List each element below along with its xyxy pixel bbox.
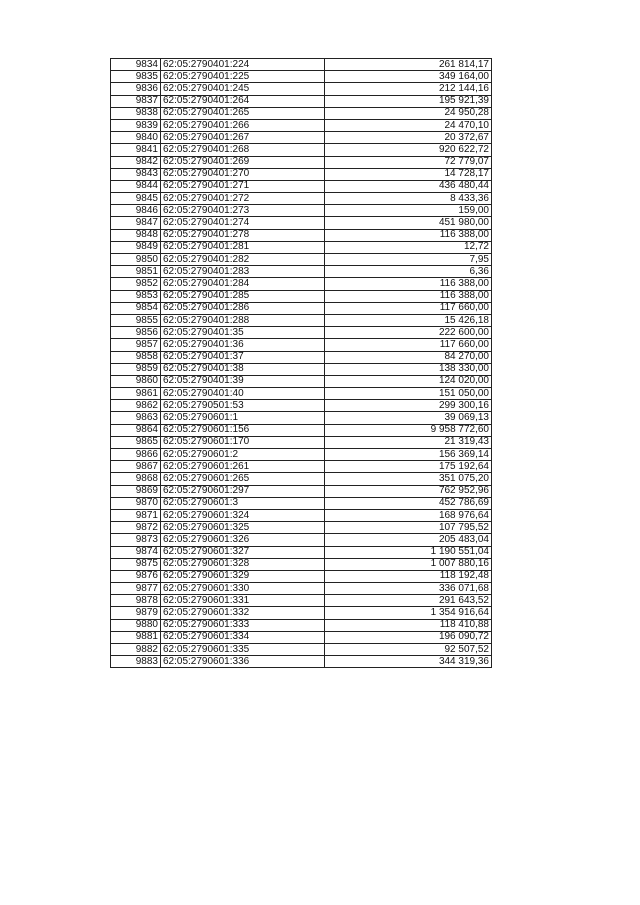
cadastral-number-cell: 62:05:2790401:270: [161, 168, 325, 180]
table-row: [111, 132, 492, 144]
cadastral-number-cell: 62:05:2790401:265: [161, 107, 325, 119]
cadastral-value-cell: 299 300,16: [325, 400, 492, 412]
row-number-cell: 9836: [111, 83, 161, 95]
row-number-cell: 9877: [111, 583, 161, 595]
table-row: [111, 290, 492, 302]
cadastral-number-cell: 62:05:2790401:284: [161, 278, 325, 290]
cadastral-number-cell: 62:05:2790401:272: [161, 193, 325, 205]
row-number-cell: 9870: [111, 497, 161, 509]
cadastral-number-cell: 62:05:2790501:53: [161, 400, 325, 412]
cadastral-number-cell: 62:05:2790601:325: [161, 522, 325, 534]
cadastral-value-cell: 1 354 916,64: [325, 607, 492, 619]
row-number-cell: 9842: [111, 156, 161, 168]
table-row: [111, 168, 492, 180]
row-number-cell: 9851: [111, 266, 161, 278]
table-row: [111, 534, 492, 546]
cadastral-value-cell: 118 410,88: [325, 619, 492, 631]
table-row: [111, 351, 492, 363]
cadastral-value-cell: 14 728,17: [325, 168, 492, 180]
table-row: [111, 388, 492, 400]
row-number-cell: 9866: [111, 449, 161, 461]
table-row: [111, 205, 492, 217]
cadastral-value-cell: 118 192,48: [325, 570, 492, 582]
cadastral-value-cell: 196 090,72: [325, 631, 492, 643]
cadastral-number-cell: 62:05:2790601:334: [161, 631, 325, 643]
cadastral-number-cell: 62:05:2790401:282: [161, 254, 325, 266]
cadastral-value-cell: 84 270,00: [325, 351, 492, 363]
cadastral-value-cell: 9 958 772,60: [325, 424, 492, 436]
cadastral-number-cell: 62:05:2790401:269: [161, 156, 325, 168]
row-number-cell: 9853: [111, 290, 161, 302]
table-row: [111, 595, 492, 607]
cadastral-number-cell: 62:05:2790401:38: [161, 363, 325, 375]
table-row: [111, 156, 492, 168]
row-number-cell: 9861: [111, 388, 161, 400]
cadastral-number-cell: 62:05:2790601:329: [161, 570, 325, 582]
cadastral-value-cell: 117 660,00: [325, 302, 492, 314]
row-number-cell: 9841: [111, 144, 161, 156]
row-number-cell: 9879: [111, 607, 161, 619]
row-number-cell: 9868: [111, 473, 161, 485]
table-row: [111, 619, 492, 631]
table-row: [111, 363, 492, 375]
cadastral-number-cell: 62:05:2790401:224: [161, 59, 325, 71]
row-number-cell: 9834: [111, 59, 161, 71]
table-row: [111, 107, 492, 119]
row-number-cell: 9871: [111, 509, 161, 521]
row-number-cell: 9849: [111, 241, 161, 253]
table-row: [111, 144, 492, 156]
cadastral-value-cell: 20 372,67: [325, 132, 492, 144]
cadastral-value-cell: 24 470,10: [325, 119, 492, 131]
cadastral-number-cell: 62:05:2790401:35: [161, 327, 325, 339]
cadastral-value-cell: 138 330,00: [325, 363, 492, 375]
table-row: [111, 570, 492, 582]
cadastral-value-cell: 452 786,69: [325, 497, 492, 509]
cadastral-value-cell: 261 814,17: [325, 59, 492, 71]
table-body: [111, 59, 492, 668]
cadastral-value-cell: 222 600,00: [325, 327, 492, 339]
cadastral-value-cell: 7,95: [325, 254, 492, 266]
table-row: [111, 449, 492, 461]
row-number-cell: 9883: [111, 656, 161, 668]
cadastral-number-cell: 62:05:2790401:286: [161, 302, 325, 314]
row-number-cell: 9878: [111, 595, 161, 607]
table-row: [111, 631, 492, 643]
table-row: [111, 254, 492, 266]
row-number-cell: 9848: [111, 229, 161, 241]
row-number-cell: 9844: [111, 180, 161, 192]
cadastral-value-cell: 8 433,36: [325, 193, 492, 205]
table-row: [111, 180, 492, 192]
cadastral-value-cell: 72 779,07: [325, 156, 492, 168]
cadastral-number-cell: 62:05:2790401:271: [161, 180, 325, 192]
row-number-cell: 9855: [111, 314, 161, 326]
cadastral-value-cell: 39 069,13: [325, 412, 492, 424]
cadastral-number-cell: 62:05:2790601:297: [161, 485, 325, 497]
cadastral-number-cell: 62:05:2790601:330: [161, 583, 325, 595]
row-number-cell: 9875: [111, 558, 161, 570]
cadastral-value-cell: 15 426,18: [325, 314, 492, 326]
cadastral-value-cell: 436 480,44: [325, 180, 492, 192]
cadastral-value-cell: 920 622,72: [325, 144, 492, 156]
table-row: [111, 266, 492, 278]
row-number-cell: 9862: [111, 400, 161, 412]
table-row: [111, 95, 492, 107]
row-number-cell: 9874: [111, 546, 161, 558]
cadastral-value-cell: 117 660,00: [325, 339, 492, 351]
cadastral-number-cell: 62:05:2790401:40: [161, 388, 325, 400]
table-row: [111, 217, 492, 229]
table-row: [111, 193, 492, 205]
cadastral-number-cell: 62:05:2790401:283: [161, 266, 325, 278]
row-number-cell: 9843: [111, 168, 161, 180]
cadastral-number-cell: 62:05:2790401:225: [161, 71, 325, 83]
table-row: [111, 302, 492, 314]
cadastral-number-cell: 62:05:2790601:326: [161, 534, 325, 546]
cadastral-number-cell: 62:05:2790601:328: [161, 558, 325, 570]
cadastral-number-cell: 62:05:2790601:331: [161, 595, 325, 607]
table-row: [111, 400, 492, 412]
cadastral-value-cell: 349 164,00: [325, 71, 492, 83]
cadastral-number-cell: 62:05:2790401:285: [161, 290, 325, 302]
row-number-cell: 9867: [111, 461, 161, 473]
table-row: [111, 424, 492, 436]
table-row: [111, 485, 492, 497]
row-number-cell: 9835: [111, 71, 161, 83]
cadastral-value-cell: 156 369,14: [325, 449, 492, 461]
cadastral-number-cell: 62:05:2790601:327: [161, 546, 325, 558]
row-number-cell: 9854: [111, 302, 161, 314]
table-row: [111, 583, 492, 595]
cadastral-value-cell: 21 319,43: [325, 436, 492, 448]
cadastral-value-cell: 124 020,00: [325, 375, 492, 387]
cadastral-number-cell: 62:05:2790601:3: [161, 497, 325, 509]
cadastral-number-cell: 62:05:2790401:278: [161, 229, 325, 241]
row-number-cell: 9869: [111, 485, 161, 497]
cadastral-value-table: [110, 58, 492, 668]
row-number-cell: 9859: [111, 363, 161, 375]
table-row: [111, 412, 492, 424]
table-row: [111, 436, 492, 448]
table-row: [111, 461, 492, 473]
row-number-cell: 9857: [111, 339, 161, 351]
cadastral-value-cell: 159,00: [325, 205, 492, 217]
table-row: [111, 497, 492, 509]
table-row: [111, 83, 492, 95]
cadastral-value-cell: 195 921,39: [325, 95, 492, 107]
cadastral-number-cell: 62:05:2790401:266: [161, 119, 325, 131]
row-number-cell: 9837: [111, 95, 161, 107]
cadastral-number-cell: 62:05:2790401:273: [161, 205, 325, 217]
cadastral-number-cell: 62:05:2790601:265: [161, 473, 325, 485]
table-row: [111, 558, 492, 570]
table-row: [111, 119, 492, 131]
table-row: [111, 241, 492, 253]
cadastral-number-cell: 62:05:2790401:245: [161, 83, 325, 95]
cadastral-number-cell: 62:05:2790401:39: [161, 375, 325, 387]
table-row: [111, 278, 492, 290]
cadastral-number-cell: 62:05:2790401:288: [161, 314, 325, 326]
cadastral-value-cell: 291 643,52: [325, 595, 492, 607]
row-number-cell: 9839: [111, 119, 161, 131]
row-number-cell: 9860: [111, 375, 161, 387]
table-row: [111, 546, 492, 558]
cadastral-number-cell: 62:05:2790401:281: [161, 241, 325, 253]
cadastral-number-cell: 62:05:2790401:264: [161, 95, 325, 107]
row-number-cell: 9852: [111, 278, 161, 290]
row-number-cell: 9882: [111, 644, 161, 656]
table-row: [111, 327, 492, 339]
cadastral-value-cell: 6,36: [325, 266, 492, 278]
table-row: [111, 339, 492, 351]
table-row: [111, 229, 492, 241]
table-row: [111, 71, 492, 83]
row-number-cell: 9864: [111, 424, 161, 436]
cadastral-value-cell: 116 388,00: [325, 229, 492, 241]
cadastral-number-cell: 62:05:2790401:37: [161, 351, 325, 363]
cadastral-number-cell: 62:05:2790601:170: [161, 436, 325, 448]
cadastral-value-cell: 451 980,00: [325, 217, 492, 229]
table-row: [111, 473, 492, 485]
row-number-cell: 9880: [111, 619, 161, 631]
cadastral-value-cell: 351 075,20: [325, 473, 492, 485]
row-number-cell: 9838: [111, 107, 161, 119]
cadastral-number-cell: 62:05:2790601:2: [161, 449, 325, 461]
cadastral-number-cell: 62:05:2790401:268: [161, 144, 325, 156]
cadastral-value-cell: 175 192,64: [325, 461, 492, 473]
row-number-cell: 9846: [111, 205, 161, 217]
table-row: [111, 656, 492, 668]
cadastral-value-cell: 336 071,68: [325, 583, 492, 595]
cadastral-value-cell: 116 388,00: [325, 278, 492, 290]
cadastral-value-cell: 762 952,96: [325, 485, 492, 497]
table-row: [111, 375, 492, 387]
cadastral-number-cell: 62:05:2790601:261: [161, 461, 325, 473]
cadastral-value-cell: 168 976,64: [325, 509, 492, 521]
cadastral-number-cell: 62:05:2790601:156: [161, 424, 325, 436]
row-number-cell: 9873: [111, 534, 161, 546]
cadastral-number-cell: 62:05:2790601:332: [161, 607, 325, 619]
cadastral-value-cell: 92 507,52: [325, 644, 492, 656]
row-number-cell: 9865: [111, 436, 161, 448]
cadastral-value-cell: 212 144,16: [325, 83, 492, 95]
cadastral-value-cell: 107 795,52: [325, 522, 492, 534]
row-number-cell: 9840: [111, 132, 161, 144]
cadastral-number-cell: 62:05:2790601:333: [161, 619, 325, 631]
table-row: [111, 644, 492, 656]
table-row: [111, 509, 492, 521]
cadastral-value-cell: 12,72: [325, 241, 492, 253]
row-number-cell: 9863: [111, 412, 161, 424]
cadastral-number-cell: 62:05:2790601:335: [161, 644, 325, 656]
cadastral-number-cell: 62:05:2790401:274: [161, 217, 325, 229]
row-number-cell: 9856: [111, 327, 161, 339]
cadastral-value-cell: 1 190 551,04: [325, 546, 492, 558]
cadastral-value-cell: 344 319,36: [325, 656, 492, 668]
row-number-cell: 9845: [111, 193, 161, 205]
table-row: [111, 522, 492, 534]
cadastral-value-cell: 116 388,00: [325, 290, 492, 302]
table-row: [111, 314, 492, 326]
row-number-cell: 9881: [111, 631, 161, 643]
row-number-cell: 9847: [111, 217, 161, 229]
row-number-cell: 9850: [111, 254, 161, 266]
cadastral-value-cell: 1 007 880,16: [325, 558, 492, 570]
table-row: [111, 607, 492, 619]
table-row: [111, 59, 492, 71]
cadastral-value-cell: 151 050,00: [325, 388, 492, 400]
row-number-cell: 9858: [111, 351, 161, 363]
row-number-cell: 9876: [111, 570, 161, 582]
cadastral-number-cell: 62:05:2790401:36: [161, 339, 325, 351]
cadastral-number-cell: 62:05:2790601:336: [161, 656, 325, 668]
cadastral-number-cell: 62:05:2790601:1: [161, 412, 325, 424]
cadastral-number-cell: 62:05:2790401:267: [161, 132, 325, 144]
cadastral-value-cell: 205 483,04: [325, 534, 492, 546]
row-number-cell: 9872: [111, 522, 161, 534]
cadastral-value-cell: 24 950,28: [325, 107, 492, 119]
cadastral-number-cell: 62:05:2790601:324: [161, 509, 325, 521]
